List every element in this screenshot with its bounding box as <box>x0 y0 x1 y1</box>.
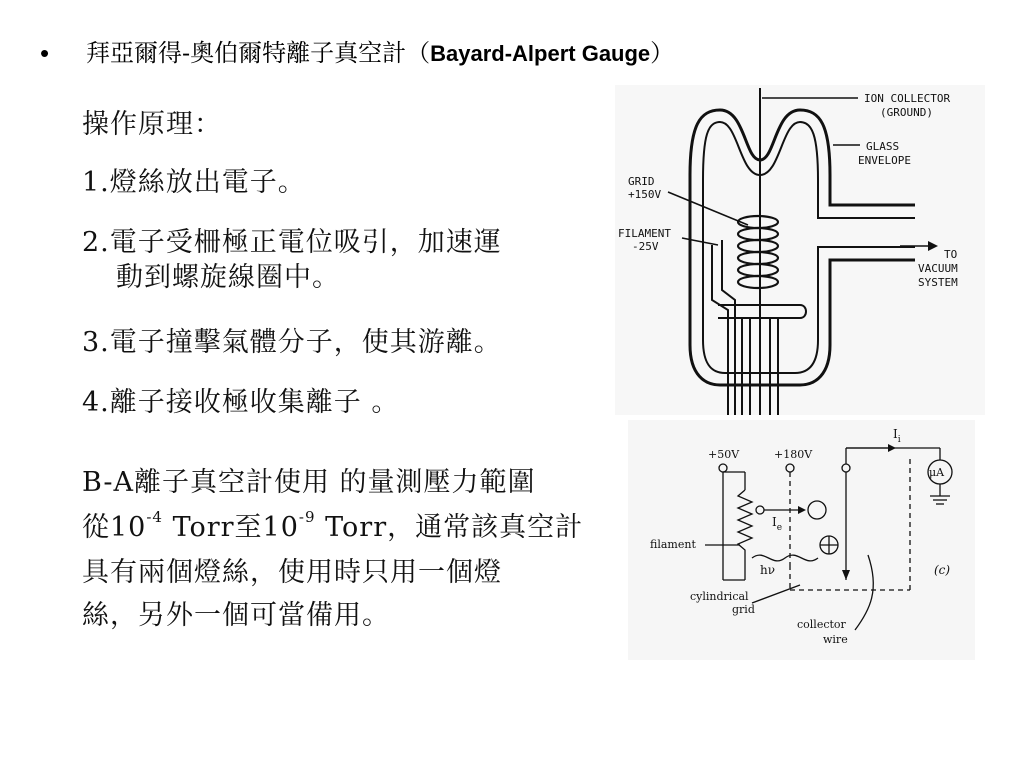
filament-voltage-label: -25V <box>632 240 659 253</box>
circuit-filament-label: filament <box>650 538 696 551</box>
grid-word-label: grid <box>732 603 755 616</box>
vacuum-label: VACUUM <box>918 262 958 275</box>
range-paragraph-line-4: 絲，另外一個可當備用。 <box>82 600 390 631</box>
glass-label: GLASS <box>866 140 900 153</box>
range-text-b: Torr至10 <box>162 512 299 543</box>
step-2-line-1: 2.電子受柵極正電位吸引，加速運 <box>82 227 502 258</box>
grid-voltage-label: +150V <box>628 188 662 201</box>
step-1: 1.燈絲放出電子。 <box>82 167 306 198</box>
step-3: 3.電子撞擊氣體分子，使其游離。 <box>82 327 502 358</box>
title-english: Bayard-Alpert Gauge <box>430 41 651 66</box>
ion-current-label: $I_i$ <box>893 427 901 445</box>
plus-50v-label: +50V <box>708 448 740 461</box>
system-label: SYSTEM <box>918 276 958 289</box>
to-label: TO <box>944 248 958 261</box>
microammeter-label: μA <box>929 466 945 479</box>
figure-c-label: (c) <box>934 563 951 577</box>
range-paragraph-line-3: 具有兩個燈絲，使用時只用一個燈 <box>82 557 502 588</box>
envelope-label: ENVELOPE <box>858 154 911 167</box>
title-close: ） <box>650 39 675 67</box>
collector-label: collector <box>797 618 846 631</box>
electron-current-label: $I_e$ <box>772 515 783 533</box>
filament-label: FILAMENT <box>618 227 671 240</box>
title-chinese: 拜亞爾得-奧伯爾特離子真空計（ <box>86 39 431 67</box>
grid-label: GRID <box>628 175 655 188</box>
ground-label: (GROUND) <box>880 106 933 119</box>
cylindrical-label: cylindrical <box>690 590 749 603</box>
range-text-a: 從10 <box>82 512 147 543</box>
range-exponent-1: -4 <box>146 508 163 526</box>
range-paragraph-line-1: B-A離子真空計使用 的量測壓力範圍 <box>82 467 536 498</box>
title-bullet: • <box>40 38 50 68</box>
ion-collector-label: ION COLLECTOR <box>864 92 951 105</box>
range-text-c: Torr，通常該真空計 <box>315 512 584 543</box>
wire-label: wire <box>823 633 848 646</box>
photon-label: hν <box>760 563 776 577</box>
plus-180v-label: +180V <box>774 448 813 461</box>
operation-heading: 操作原理： <box>82 109 222 140</box>
step-4: 4.離子接收極收集離子 。 <box>82 387 400 418</box>
step-2-line-2: 動到螺旋線圈中。 <box>116 262 340 293</box>
range-exponent-2: -9 <box>298 508 316 526</box>
